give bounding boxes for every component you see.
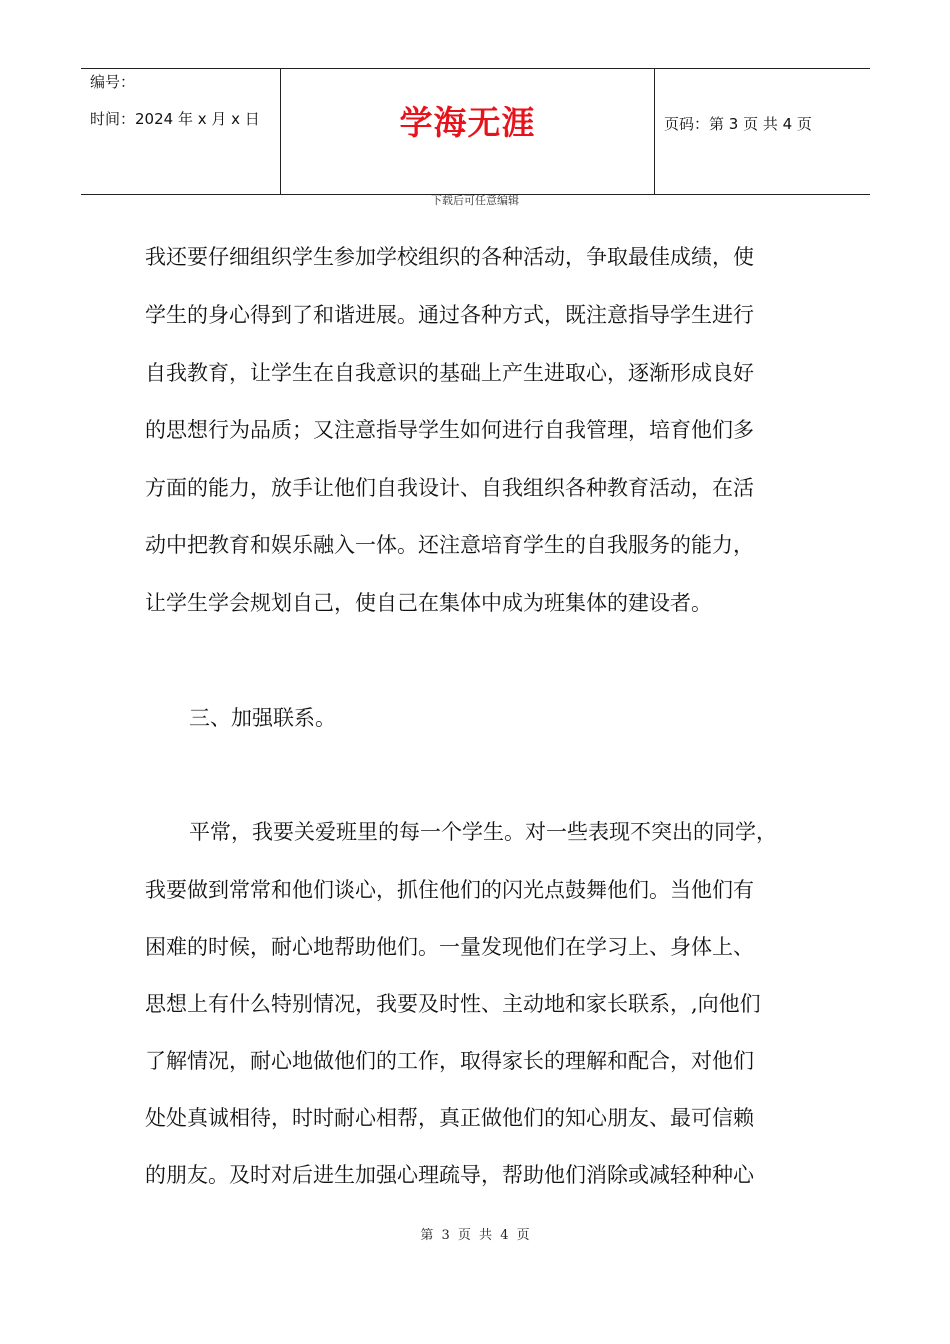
- paragraph-line: 让学生学会规划自己，使自己在集体中成为班集体的建设者。: [145, 591, 712, 615]
- paragraph-line: 处处真诚相待，时时耐心相帮，真正做他们的知心朋友、最可信赖: [145, 1106, 754, 1130]
- paragraph-line: 的思想行为品质；又注意指导学生如何进行自我管理，培育他们多: [145, 418, 754, 442]
- paragraph-line: 自我教育，让学生在自我意识的基础上产生进取心，逐渐形成良好: [145, 361, 754, 385]
- edit-note: 下载后可任意编辑: [431, 194, 519, 207]
- paragraph-line: 困难的时候，耐心地帮助他们。一量发现他们在学习上、身体上、: [145, 935, 754, 959]
- paragraph-line: 我还要仔细组织学生参加学校组织的各种活动，争取最佳成绩，使: [145, 245, 754, 269]
- section-heading: 三、加强联系。: [189, 706, 336, 730]
- paragraph-line: 学生的身心得到了和谐进展。通过各种方式，既注意指导学生进行: [145, 303, 754, 327]
- document-date-label: 时间：2024 年 x 月 x 日: [90, 110, 260, 128]
- paragraph-line: 平常，我要关爱班里的每一个学生。对一些表现不突出的同学，: [189, 820, 777, 844]
- header-divider-right: [654, 69, 655, 194]
- document-number-label: 编号：: [90, 73, 136, 91]
- paragraph-line: 方面的能力，放手让他们自我设计、自我组织各种教育活动，在活: [145, 476, 754, 500]
- paragraph-line: 思想上有什么特别情况，我要及时性、主动地和家长联系，,向他们: [145, 992, 761, 1016]
- paragraph-line: 动中把教育和娱乐融入一体。还注意培育学生的自我服务的能力，: [145, 533, 754, 557]
- page-indicator-label: 页码：第 3 页 共 4 页: [664, 115, 812, 133]
- brand-title: 学海无涯: [399, 103, 536, 142]
- paragraph-line: 我要做到常常和他们谈心，抓住他们的闪光点鼓舞他们。当他们有: [145, 878, 754, 902]
- page-footer: 第 3 页 共 4 页: [420, 1228, 530, 1243]
- document-header-table: [81, 68, 870, 195]
- paragraph-line: 的朋友。及时对后进生加强心理疏导，帮助他们消除或减轻种种心: [145, 1163, 754, 1187]
- paragraph-line: 了解情况，耐心地做他们的工作，取得家长的理解和配合，对他们: [145, 1049, 754, 1073]
